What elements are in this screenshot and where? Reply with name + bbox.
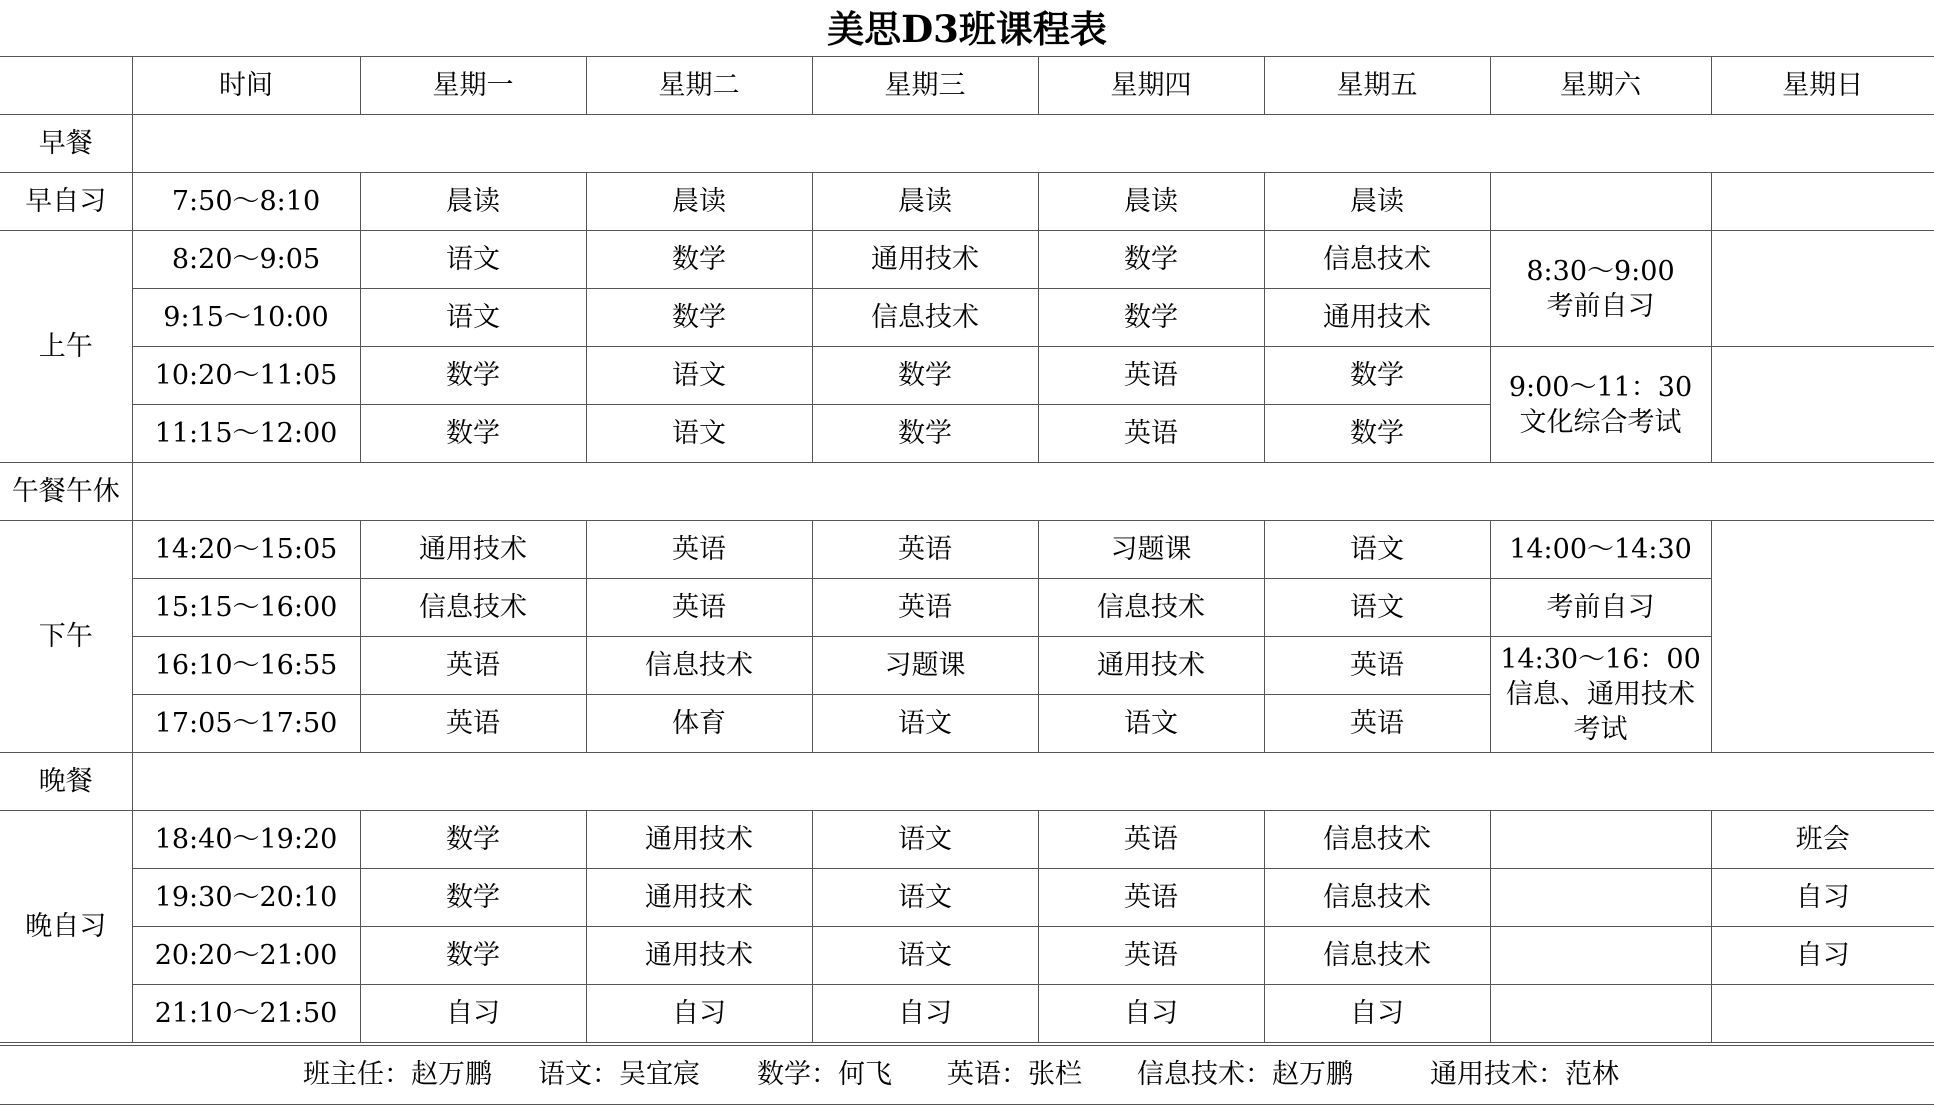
empty-cell [1711, 521, 1934, 753]
time-cell: 10:20～11:05 [132, 347, 360, 405]
class-cell: 通用技术 [812, 231, 1038, 289]
class-cell: 自习 [1711, 927, 1934, 985]
evening-row [0, 811, 1934, 869]
class-cell: 通用技术 [1038, 637, 1264, 695]
class-cell: 英语 [1038, 927, 1264, 985]
section-label-morning: 上午 [0, 231, 132, 463]
class-cell: 信息技术 [1264, 869, 1490, 927]
afternoon-row [0, 637, 1934, 695]
saturday-block-label: 考前自习 [1546, 290, 1655, 322]
class-cell: 英语 [1038, 869, 1264, 927]
empty-cell [1490, 173, 1711, 231]
time-cell: 15:15～16:00 [132, 579, 360, 637]
empty-cell [1711, 231, 1934, 347]
saturday-block-time: 9:00～11：30 [1508, 371, 1693, 403]
dinner-span [132, 753, 1934, 811]
morning-row [0, 231, 1934, 289]
class-cell: 通用技术 [586, 869, 812, 927]
class-cell: 语文 [586, 405, 812, 463]
class-cell: 习题课 [1038, 521, 1264, 579]
empty-cell [1490, 927, 1711, 985]
class-cell: 语文 [812, 811, 1038, 869]
class-cell: 数学 [1038, 289, 1264, 347]
header-time: 时间 [132, 57, 360, 115]
class-cell: 数学 [1038, 231, 1264, 289]
footer-it-teacher: 信息技术：赵万鹏 [1137, 1059, 1353, 1090]
header-day-wed: 星期三 [812, 57, 1038, 115]
class-cell: 语文 [1264, 579, 1490, 637]
time-cell: 18:40～19:20 [132, 811, 360, 869]
class-cell: 晨读 [1264, 173, 1490, 231]
class-cell: 数学 [360, 405, 586, 463]
afternoon-row [0, 521, 1934, 579]
empty-cell [1490, 869, 1711, 927]
class-cell: 数学 [1264, 347, 1490, 405]
time-cell: 20:20～21:00 [132, 927, 360, 985]
class-cell: 信息技术 [1264, 811, 1490, 869]
class-cell: 体育 [586, 695, 812, 753]
class-cell: 语文 [360, 289, 586, 347]
class-cell: 英语 [1038, 347, 1264, 405]
lunch-span [132, 463, 1934, 521]
class-cell: 英语 [1264, 695, 1490, 753]
evening-row [0, 869, 1934, 927]
time-cell: 7:50～8:10 [132, 173, 360, 231]
class-cell: 数学 [360, 347, 586, 405]
class-cell: 晨读 [1038, 173, 1264, 231]
footer-chinese-teacher: 语文：吴宜宸 [538, 1059, 700, 1090]
class-cell: 信息技术 [1264, 927, 1490, 985]
class-cell: 数学 [360, 927, 586, 985]
class-cell: 信息技术 [1264, 231, 1490, 289]
class-cell [1711, 985, 1934, 1043]
corner-cell [0, 57, 132, 115]
time-cell: 8:20～9:05 [132, 231, 360, 289]
class-cell: 英语 [360, 637, 586, 695]
class-cell: 数学 [586, 289, 812, 347]
dinner-row [0, 753, 1934, 811]
class-cell: 语文 [1038, 695, 1264, 753]
class-cell: 数学 [360, 869, 586, 927]
class-cell: 晨读 [812, 173, 1038, 231]
class-cell: 数学 [586, 231, 812, 289]
class-cell: 数学 [360, 811, 586, 869]
saturday-afternoon-block-2 [1490, 637, 1711, 753]
class-cell: 语文 [586, 347, 812, 405]
class-cell: 英语 [1038, 405, 1264, 463]
header-day-sun: 星期日 [1711, 57, 1934, 115]
class-cell: 通用技术 [1264, 289, 1490, 347]
header-day-mon: 星期一 [360, 57, 586, 115]
saturday-block-label: 考试 [1573, 714, 1628, 745]
section-label-morning-study: 早自习 [0, 173, 132, 231]
footer-head-teacher: 班主任：赵万鹏 [303, 1059, 492, 1090]
class-cell: 语文 [360, 231, 586, 289]
class-cell: 晨读 [586, 173, 812, 231]
header-day-tue: 星期二 [586, 57, 812, 115]
time-cell: 16:10～16:55 [132, 637, 360, 695]
class-cell: 数学 [1264, 405, 1490, 463]
class-cell: 语文 [812, 927, 1038, 985]
class-cell: 班会 [1711, 811, 1934, 869]
class-cell: 信息技术 [812, 289, 1038, 347]
class-cell: 英语 [1038, 811, 1264, 869]
footer-tech-teacher: 通用技术：范林 [1430, 1059, 1619, 1090]
class-cell: 自习 [1711, 869, 1934, 927]
empty-cell [1490, 985, 1711, 1043]
class-cell: 数学 [812, 347, 1038, 405]
time-cell: 11:15～12:00 [132, 405, 360, 463]
saturday-afternoon-time-1: 14:00～14:30 [1490, 521, 1711, 579]
teacher-footer [0, 1045, 1934, 1105]
saturday-morning-block-2 [1490, 347, 1711, 463]
saturday-block-label: 信息、通用技术 [1506, 679, 1695, 710]
class-cell: 自习 [1264, 985, 1490, 1043]
class-cell: 信息技术 [586, 637, 812, 695]
class-cell: 通用技术 [586, 811, 812, 869]
class-cell: 英语 [1264, 637, 1490, 695]
saturday-afternoon-label-1: 考前自习 [1490, 579, 1711, 637]
class-cell: 语文 [1264, 521, 1490, 579]
breakfast-row [0, 115, 1934, 173]
class-cell: 数学 [812, 405, 1038, 463]
page-title: 美思D3班课程表 [827, 7, 1107, 51]
class-cell: 自习 [586, 985, 812, 1043]
lunch-row [0, 463, 1934, 521]
section-label-evening-study: 晚自习 [0, 811, 132, 1043]
class-cell: 习题课 [812, 637, 1038, 695]
header-day-thu: 星期四 [1038, 57, 1264, 115]
header-day-sat: 星期六 [1490, 57, 1711, 115]
time-cell: 21:10～21:50 [132, 985, 360, 1043]
time-cell: 19:30～20:10 [132, 869, 360, 927]
class-cell: 通用技术 [360, 521, 586, 579]
class-cell: 语文 [812, 695, 1038, 753]
empty-cell [1490, 811, 1711, 869]
morning-study-row [0, 173, 1934, 231]
footer-math-teacher: 数学：何飞 [757, 1059, 892, 1090]
class-cell: 自习 [1038, 985, 1264, 1043]
class-cell: 语文 [812, 869, 1038, 927]
class-cell: 信息技术 [360, 579, 586, 637]
class-cell: 英语 [812, 521, 1038, 579]
section-label-breakfast: 早餐 [0, 115, 132, 173]
time-cell: 9:15～10:00 [132, 289, 360, 347]
class-cell: 英语 [586, 521, 812, 579]
saturday-block-label: 文化综合考试 [1519, 406, 1682, 438]
header-row [0, 57, 1934, 115]
saturday-block-time: 8:30～9:00 [1526, 255, 1675, 287]
empty-cell [1711, 173, 1934, 231]
class-cell: 自习 [360, 985, 586, 1043]
class-cell: 英语 [586, 579, 812, 637]
time-cell: 14:20～15:05 [132, 521, 360, 579]
footer-english-teacher: 英语：张栏 [947, 1059, 1082, 1090]
class-cell: 信息技术 [1038, 579, 1264, 637]
class-cell: 自习 [812, 985, 1038, 1043]
evening-row [0, 985, 1934, 1043]
saturday-block-time: 14:30～16：00 [1500, 644, 1701, 675]
evening-row [0, 927, 1934, 985]
schedule-table [0, 56, 1934, 1043]
saturday-morning-block-1 [1490, 231, 1711, 347]
class-cell: 晨读 [360, 173, 586, 231]
class-cell: 英语 [812, 579, 1038, 637]
section-label-afternoon: 下午 [0, 521, 132, 753]
afternoon-row [0, 579, 1934, 637]
empty-cell [1711, 347, 1934, 463]
section-label-dinner: 晚餐 [0, 753, 132, 811]
header-day-fri: 星期五 [1264, 57, 1490, 115]
time-cell: 17:05～17:50 [132, 695, 360, 753]
class-cell: 英语 [360, 695, 586, 753]
section-label-lunch: 午餐午休 [0, 463, 132, 521]
class-cell: 通用技术 [586, 927, 812, 985]
breakfast-span [132, 115, 1934, 173]
morning-row [0, 347, 1934, 405]
